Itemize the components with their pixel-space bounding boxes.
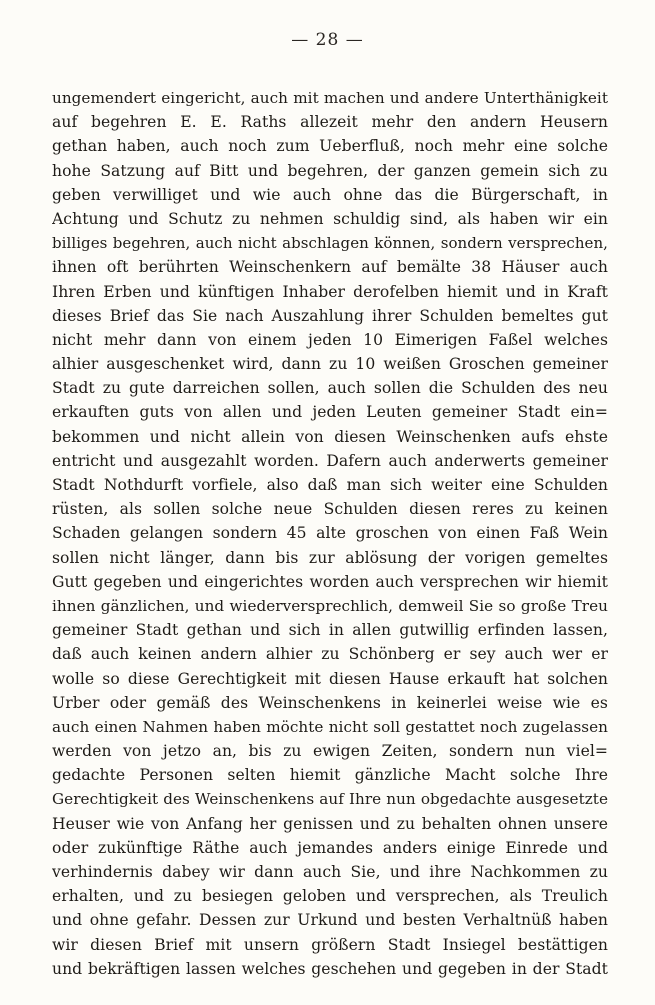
text-line: billiges begehren, auch nicht abschlagen können, sondern versprechen, [52, 234, 608, 253]
text-line: gethan haben, auch noch zum Ueberfluß, noch mehr eine solche [52, 137, 608, 156]
text-line: erkauften guts von allen und jeden Leuten gemeiner Stadt ein= [52, 403, 608, 422]
text-line: Achtung und Schutz zu nehmen schuldig sind, als haben wir ein [52, 209, 608, 228]
text-line: Schaden gelangen sondern 45 alte groschen von einen Faß Wein [52, 524, 608, 543]
body-text [52, 86, 608, 981]
text-line: auch einen Nahmen haben möchte nicht soll gestattet noch zugelassen [52, 717, 608, 736]
text-line: nicht mehr dann von einem jeden 10 Eimerigen Faßel welches [52, 330, 608, 349]
text-line: geben verwilliget und wie auch ohne das die Bürgerschaft, in [52, 185, 608, 204]
text-line: auf begehren E. E. Raths allezeit mehr den andern Heusern [52, 113, 608, 132]
text-line: oder zukünftige Räthe auch jemandes anders einige Einrede und [52, 838, 608, 857]
text-line: wir diesen Brief mit unsern größern Stadt Insiegel bestättigen [52, 935, 608, 954]
text-line: daß auch keinen andern alhier zu Schönberg er sey auch wer er [52, 645, 608, 664]
text-line: dieses Brief das Sie nach Auszahlung ihrer Schulden bemeltes gut [52, 306, 608, 325]
text-line: Urber oder gemäß des Weinschenkens in keinerlei weise wie es [52, 693, 608, 712]
text-line: Ihren Erben und künftigen Inhaber derofelben hiemit und in Kraft [52, 282, 608, 301]
text-line: ungemendert eingericht, auch mit machen und andere Unterthänigkeit [52, 89, 608, 107]
text-line: ihnen gänzlichen, und wiederversprechlich, demweil Sie so große Treu [52, 596, 608, 615]
text-line: gedachte Personen selten hiemit gänzliche Macht solche Ihre [52, 766, 608, 785]
text-line: rüsten, als sollen solche neue Schulden diesen reres zu keinen [52, 500, 608, 519]
text-line: und ohne gefahr. Dessen zur Urkund und besten Verhaltnüß haben [52, 911, 608, 930]
text-line: erhalten, und zu besiegen geloben und versprechen, als Treulich [52, 887, 608, 906]
text-line: sollen nicht länger, dann bis zur ablösung der vorigen gemeltes [52, 548, 608, 567]
text-line: Gerechtigkeit des Weinschenkens auf Ihre nun obgedachte ausgesetzte [52, 790, 608, 809]
text-line: Stadt Nothdurft vorfiele, also daß man sich weiter eine Schulden [52, 476, 608, 494]
text-line: Stadt zu gute darreichen sollen, auch sollen die Schulden des neu [52, 379, 608, 398]
text-line: wolle so diese Gerechtigkeit mit diesen Hause erkauft hat solchen [52, 669, 608, 688]
text-line: entricht und ausgezahlt worden. Dafern auch anderwerts gemeiner [52, 451, 608, 470]
text-line: hohe Satzung auf Bitt und begehren, der ganzen gemein sich zu [52, 161, 608, 180]
text-line: werden von jetzo an, bis zu ewigen Zeiten, sondern nun viel= [52, 742, 608, 761]
text-line: bekommen und nicht allein von diesen Weinschenken aufs ehste [52, 427, 608, 446]
text-line: alhier ausgeschenket wird, dann zu 10 weißen Groschen gemeiner [52, 355, 608, 374]
page-number: — 28 — [291, 30, 364, 50]
text-line: gemeiner Stadt gethan und sich in allen gutwillig erfinden lassen, [52, 621, 608, 640]
text-line: und bekräftigen lassen welches geschehen und gegeben in der Stadt [52, 959, 608, 978]
text-line: Heuser wie von Anfang her genissen und zu behalten ohnen unsere [52, 814, 608, 833]
text-line: Gutt gegeben und eingerichtes worden auch versprechen wir hiemit [52, 572, 608, 591]
text-line: verhindernis dabey wir dann auch Sie, und ihre Nachkommen zu [52, 863, 608, 881]
text-line: ihnen oft berührten Weinschenkern auf bemälte 38 Häuser auch [52, 258, 608, 277]
